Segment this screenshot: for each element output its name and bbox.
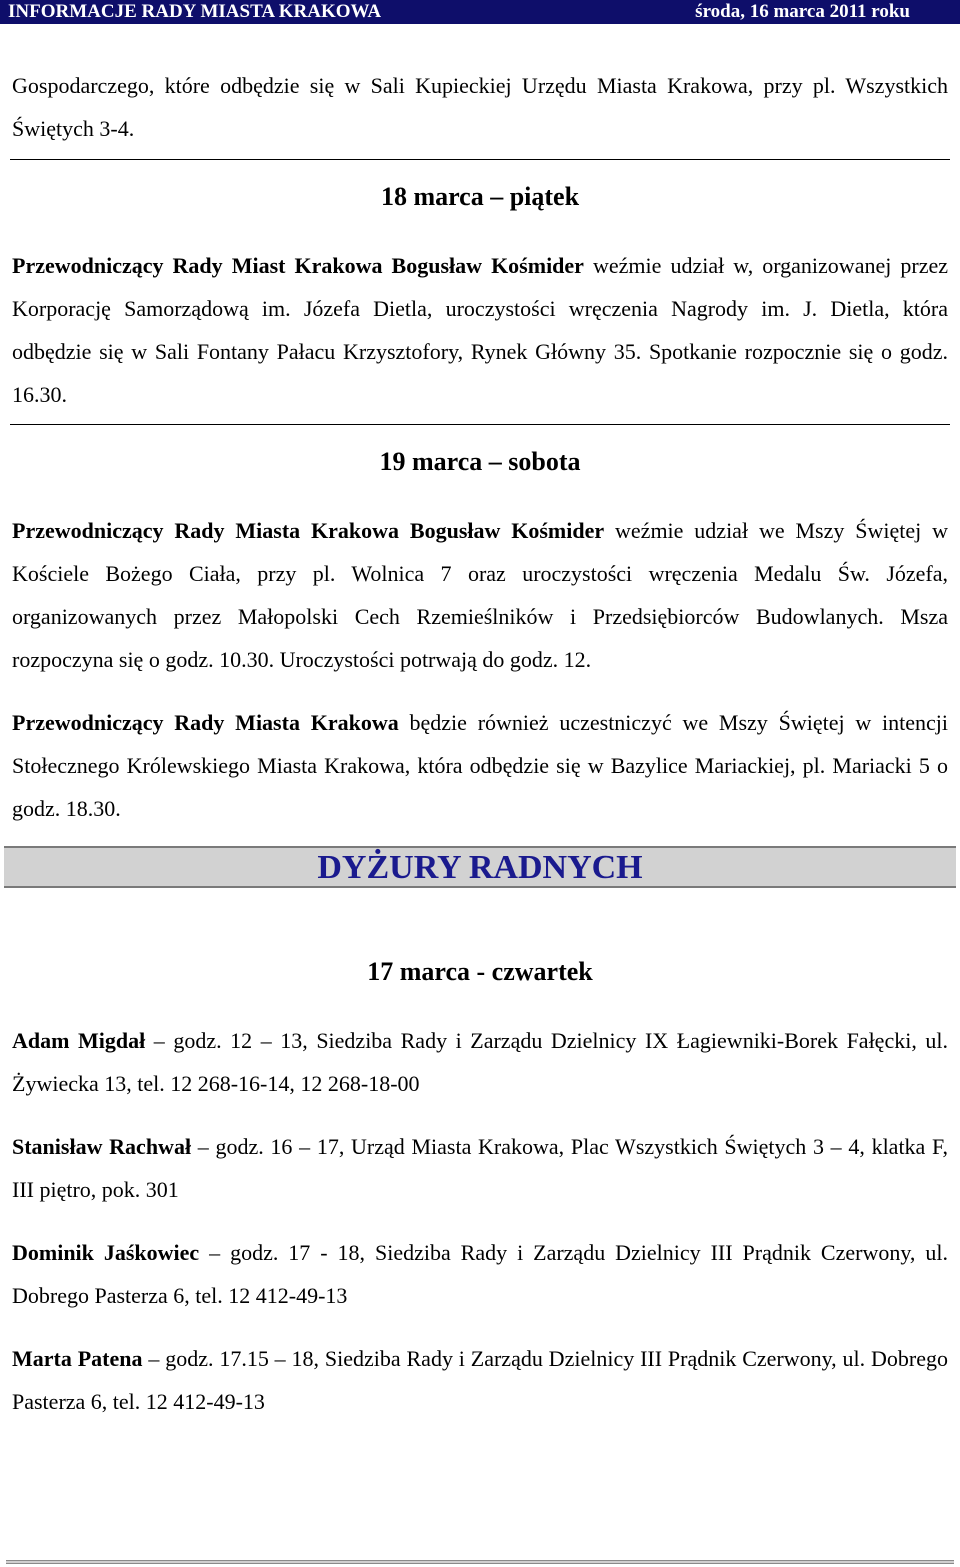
duty-details: – godz. 17 - 18, Siedziba Rady i Zarządu Dzielnicy III Prądnik Czerwony, ul. Dobrego Pasterza 6, tel. 12 412-49-13 [12,1240,948,1308]
duty-details: – godz. 16 – 17, Urząd Miasta Krakowa, Plac Wszystkich Świętych 3 – 4, klatka F, III piętro, pok. 301 [12,1134,948,1202]
duty-entry [12,1231,948,1317]
event-text: weźmie udział we Mszy Świętej w Kościele Bożego Ciała, przy pl. Wolnica 7 oraz uroczystości wręczenia Medalu Św. Józefa, organizowanych przez Małopolski Cech Rzemieślników i Przedsiębiorców Budowlanych. Msza rozpoczyna się o godz. 10.30. Uroczystości potrwają do godz. 12. [12,518,949,672]
event-day-heading: 19 marca – sobota [379,447,581,476]
duty-details: – godz. 17.15 – 18, Siedziba Rady i Zarządu Dzielnicy III Prądnik Czerwony, ul. Dobrego Pasterza 6, tel. 12 412-49-13 [12,1346,948,1414]
councillor-name: Adam Migdał [12,1028,146,1053]
event-day-heading: 18 marca – piątek [380,182,580,211]
event-lead: Przewodniczący Rady Miast Krakowa Bogusław Kośmider [12,253,584,278]
councillor-name: Marta Patena [12,1346,143,1371]
duty-day-heading: 17 marca - czwartek [367,957,593,986]
event-paragraph [12,509,948,681]
event-lead: Przewodniczący Rady Miasta Krakowa [12,710,399,735]
section-title: DYŻURY RADNYCH [317,849,643,886]
duty-entry [12,1125,948,1211]
councillor-name: Dominik Jaśkowiec [12,1240,200,1265]
event-text: będzie również uczestniczyć we Mszy Świętej w intencji Stołecznego Królewskiego Miasta Krakowa, która odbędzie się w Bazylice Mariackiej, pl. Mariacki 5 o godz. 18.30. [12,710,949,821]
footer-rule [6,1560,954,1564]
duty-entry [12,1337,948,1423]
duty-entry [12,1019,948,1105]
event-paragraph [12,244,948,416]
duty-details: – godz. 12 – 13, Siedziba Rady i Zarządu Dzielnicy IX Łagiewniki-Borek Fałęcki, ul. Żywiecka 13, tel. 12 268-16-14, 12 268-18-00 [12,1028,948,1096]
event-text: weźmie udział w, organizowanej przez Korporację Samorządową im. Józefa Dietla, uroczystości wręczenia Nagrody im. J. Dietla, która odbędzie się w Sali Fontany Pałacu Krzysztofory, Rynek Główny 35. Spotkanie rozpocznie się o godz. 16.30. [12,253,949,407]
event-paragraph [12,701,948,830]
divider [10,159,950,160]
event-lead: Przewodniczący Rady Miasta Krakowa Bogusław Kośmider [12,518,605,543]
councillor-name: Stanisław Rachwał [12,1134,192,1159]
divider [10,424,950,425]
header-date: środa, 16 marca 2011 roku [695,1,910,22]
page-header [0,0,960,24]
header-title: INFORMACJE RADY MIASTA KRAKOWA [8,1,382,22]
intro-paragraph: Gospodarczego, które odbędzie się w Sali Kupieckiej Urzędu Miasta Krakowa, przy pl. Wszystkich Świętych 3-4. [12,73,948,141]
